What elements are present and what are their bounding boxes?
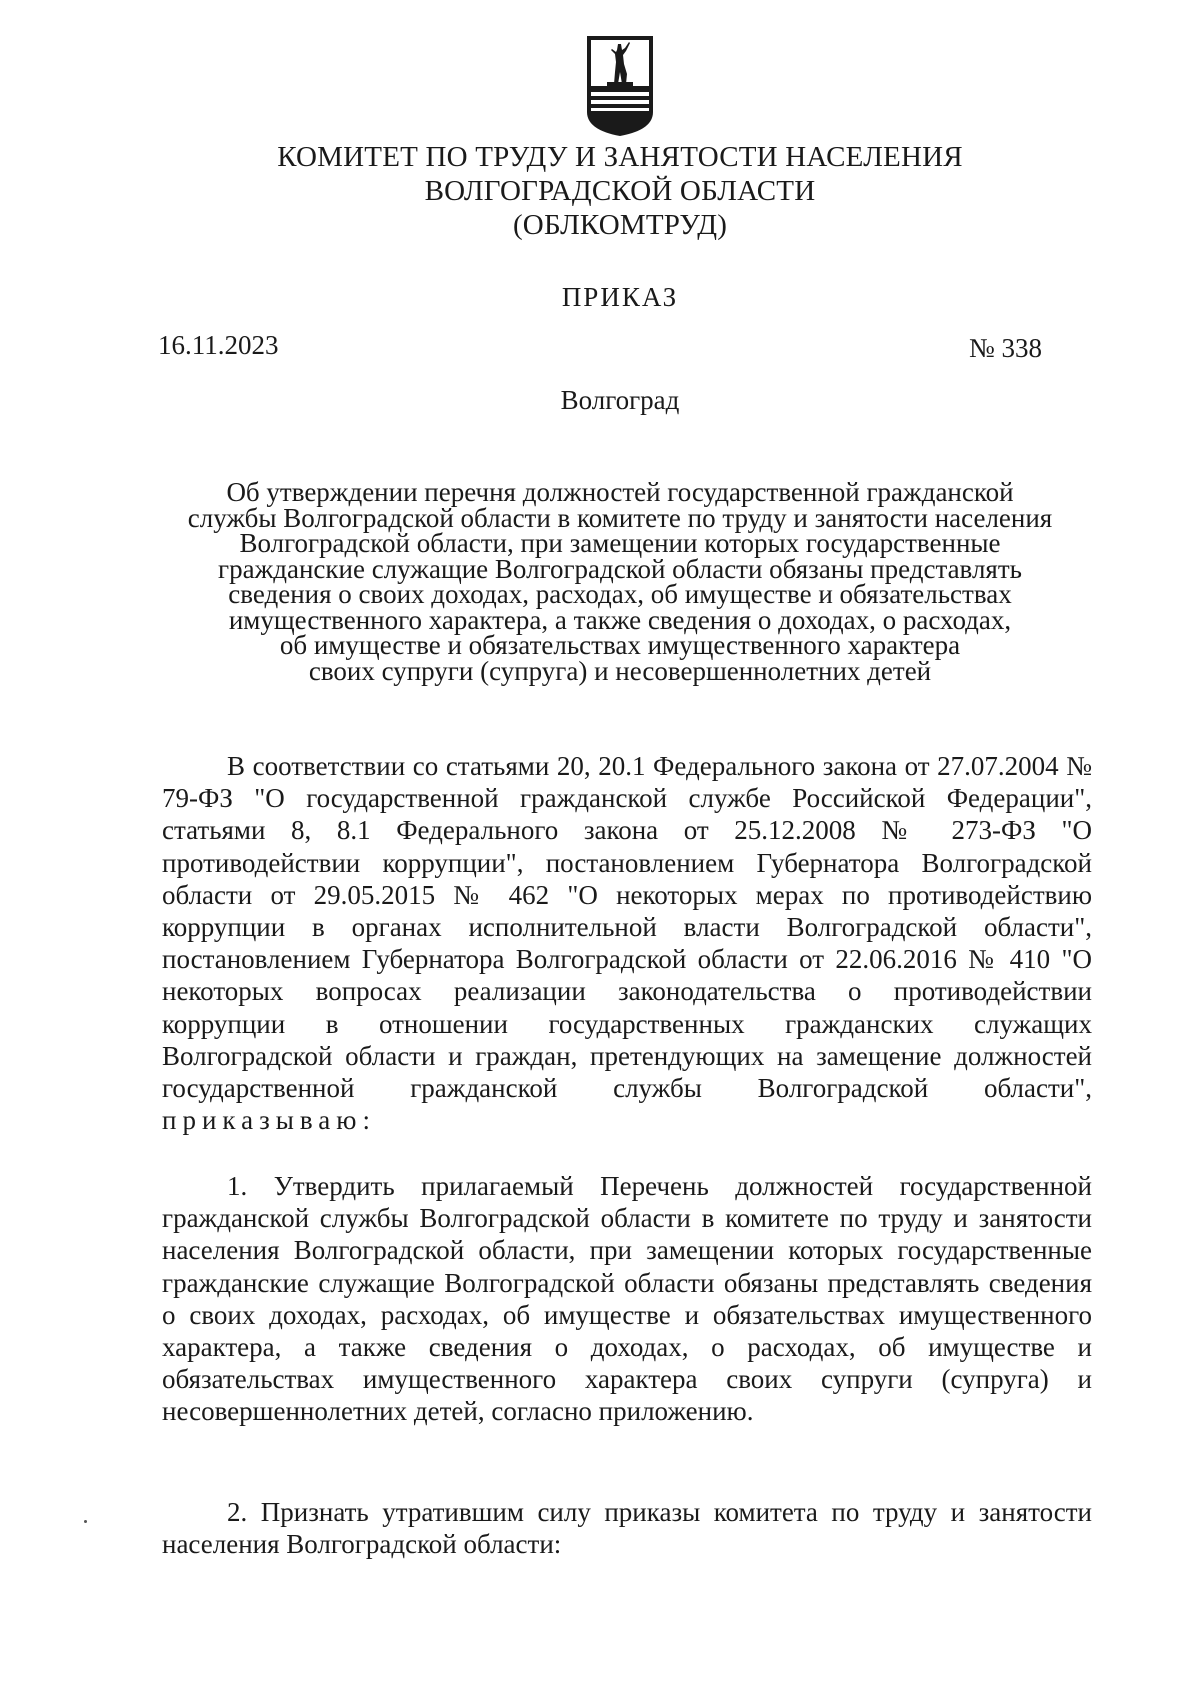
org-name-line-1: КОМИТЕТ ПО ТРУДУ И ЗАНЯТОСТИ НАСЕЛЕНИЯ [277, 141, 963, 173]
preamble-text: В соответствии со статьями 20, 20.1 Федерального закона от 27.07.2004 № 79-ФЗ "О государственной гражданской службе Российской Федерации", статьями 8, 8.1 Федерального закона от 25.12.2008 № 273-ФЗ "О противодействии коррупции", постановлением Губернатора Волгоградской области от 29.05.2015 № 462 "О некоторых мерах по противодействию коррупции в органах исполнительной власти Волгоградской области", постановлением Губернатора Волгоградской области от 22.06.2016 № 410 "О некоторых вопросах реализации законодательства о противодействии коррупции в отношении государственных гражданских служащих Волгоградской области и граждан, претендующих на замещение должностей государственной гражданской службы Волгоградской области", [162, 751, 1092, 1104]
subject-line: сведения о своих доходах, расходах, об имуществе и обязательствах [228, 579, 1012, 609]
volgograd-coat-of-arms-icon [585, 34, 655, 138]
item-1-paragraph: 1. Утвердить прилагаемый Перечень должностей государственной гражданской службы Волгоградской области в комитете по труду и занятости населения Волгоградской области, при замещении которых государственные гражданские служащие Волгоградской области обязаны представлять сведения о своих доходах, расходах, об имуществе и обязательствах имущественного характера, а также сведения о доходах, о расходах, об имуществе и обязательствах имущественного характера своих супруги (супруга) и несовершеннолетних детей, согласно приложению. [162, 1171, 1092, 1427]
item-2-paragraph: 2. Признать утратившим силу приказы комитета по труду и занятости населения Волгоградской области: [162, 1497, 1092, 1560]
subject-line: Волгоградской области, при замещении которых государственные [239, 528, 1001, 558]
org-name-line-2: ВОЛГОГРАДСКОЙ ОБЛАСТИ [424, 175, 816, 207]
document-type: ПРИКАЗ [561, 282, 679, 312]
subject-line: службы Волгоградской области в комитете по труду и занятости населения [187, 502, 1053, 533]
document-number: № 338 [968, 333, 1042, 363]
organization-name [200, 140, 1040, 242]
order-word: приказываю: [162, 1105, 376, 1136]
document-subject [150, 477, 1090, 686]
scan-artifact [84, 1520, 87, 1523]
document-city: Волгоград [560, 385, 680, 415]
subject-line: об имуществе и обязательствах имущественного характера [279, 630, 961, 660]
preamble-paragraph [162, 750, 1092, 1136]
org-name-line-3: (ОБЛКОМТРУД) [512, 209, 728, 241]
document-date: 16.11.2023 [158, 330, 279, 360]
subject-line: Об утверждении перечня должностей государственной гражданской [226, 477, 1014, 507]
subject-line: своих супруги (супруга) и несовершеннолетних детей [308, 655, 932, 686]
subject-line: имущественного характера, а также сведения о доходах, о расходах, [228, 604, 1012, 635]
subject-line: гражданские служащие Волгоградской области обязаны представлять [218, 553, 1022, 584]
